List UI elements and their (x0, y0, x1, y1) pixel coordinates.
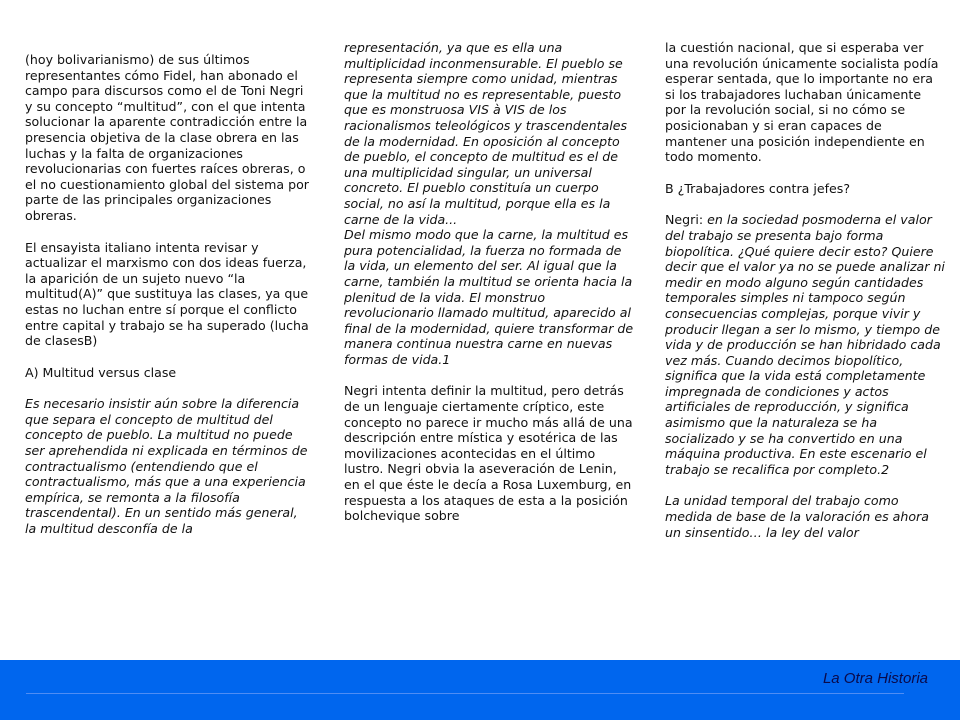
paragraph: la cuestión nacional, que si esperaba ver una revolución únicamente socialista podía esperar sentada, que lo importante no era si los trabajadores luchaban únicamente por la revolución social, si no cómo se posicionaban y si eran capaces de mantener una posición independiente en todo momento. (665, 40, 939, 165)
footer-title: La Otra Historia (822, 670, 928, 687)
quote-paragraph: La unidad temporal del trabajo como medida de base de la valoración es ahora un sinsentido… la ley del valor (665, 493, 929, 540)
quote-paragraph: Es necesario insistir aún sobre la diferencia que separa el concepto de multitud del concepto de pueblo. La multitud no puede ser aprehendida ni explicada en términos de contractualismo (entendiendo que el contractualismo, más que a una experiencia empírica, se remonta a la filosofía trascendental). En un sentido más general, la multitud desconfía de la (25, 396, 308, 537)
paragraph: Negri intenta definir la multitud, pero detrás de un lenguaje ciertamente críptico, este concepto no parece ir mucho más allá de una descripción entre mística y esotérica de las movilizaciones acontecidas en el último lustro. Negri obvia la aseveración de Lenin, en el que éste le decía a Rosa Luxemburg, en respuesta a los ataques de esta a la posición bolchevique sobre (344, 383, 633, 524)
quote-paragraph: Del mismo modo que la carne, la multitud es pura potencialidad, la fuerza no formada de la vida, un elemento del ser. Al igual que la carne, también la multitud se orienta hacia la plenitud de la vida. El monstruo revolucionario llamado multitud, aparecido al final de la modernidad, quiere transformar de manera continua nuestra carne en nuevas formas de vida.1 (344, 227, 634, 367)
quote-paragraph: representación, ya que es ella una multiplicidad inconmensurable. El pueblo se representa siempre como unidad, mientras que la multitud no es representable, puesto que es monstruosa VIS à VIS de los racionalismos teleológicos y trascendentales de la modernidad. En oposición al concepto de pueblo, el concepto de multitud es el de una multiplicidad singular, un universal concreto. El pueblo constituía un cuerpo social, no así la multitud, porque ella es la carne de la vida... (344, 40, 628, 227)
footer-divider (26, 693, 904, 694)
text-column-2 (344, 40, 634, 540)
text-column-3 (665, 40, 945, 556)
footer-bar (0, 660, 960, 720)
section-heading: B ¿Trabajadores contra jefes? (665, 180, 851, 196)
paragraph: (hoy bolivarianismo) de sus últimos representantes cómo Fidel, han abonado el campo para discursos como el de Toni Negri y su concepto “multitud”, con el que intenta solucionar la aparente contradicción entre la presencia objetiva de la clase obrera en las luchas y la falta de organizaciones revolucionarias con fuertes raíces obreras, o el no cuestionamiento global del sistema por parte de las principales organizaciones obreras. (25, 52, 309, 223)
quote-paragraph (665, 212, 945, 477)
quote-text: en la sociedad posmoderna el valor del trabajo se presenta bajo forma biopolítica. ¿Qué quiere decir esto? Quiere decir que el valor ya no se puede analizar ni medir en modo alguno según cantidades temporales simples ni tampoco según consecuencias complejas, porque vivir y producir llegan a ser lo mismo, y tiempo de vida y de producción se han hibridado cada vez más. Cuando decimos biopolítico, significa que la vida está completamente impregnada de condiciones y actos artificiales de reproducción, y significa asimismo que la naturaleza se ha socializado y se ha convertido en una máquina productiva. En este escenario el trabajo se recalifica por completo.2 (665, 212, 945, 477)
text-column-1 (25, 52, 310, 553)
quote-prefix: Negri: (665, 212, 708, 228)
section-heading: A) Multitud versus clase (25, 364, 177, 380)
paragraph: El ensayista italiano intenta revisar y actualizar el marxismo con dos ideas fuerza, la aparición de un sujeto nuevo “la multitud(A)” que sustituya las clases, ya que estas no luchan entre sí porque el conflicto entre capital y trabajo se ha superado (lucha de clasesB) (25, 239, 309, 349)
